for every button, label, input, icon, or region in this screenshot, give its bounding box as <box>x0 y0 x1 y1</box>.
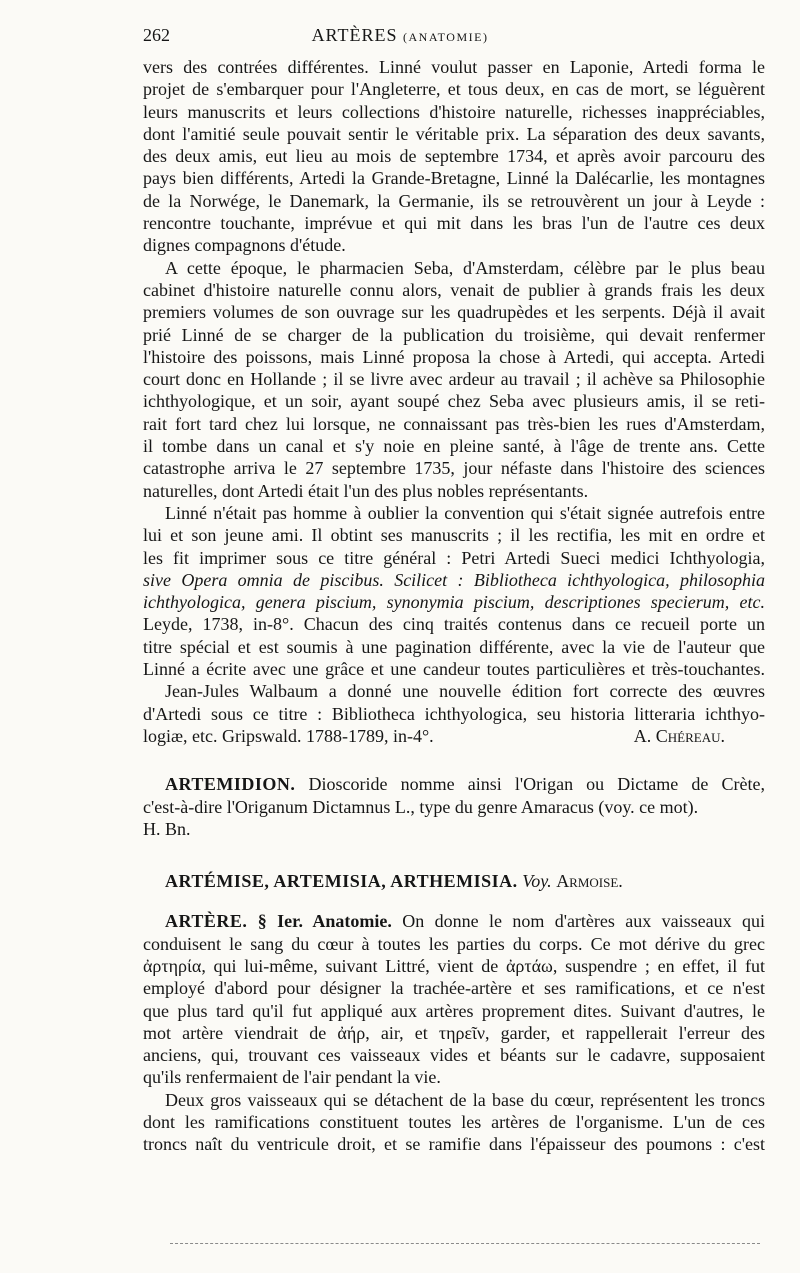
text-line: ichthyologica, genera piscium, synonymia piscium, descriptiones specierum, etc. <box>143 592 765 613</box>
text-line: mot artère viendrait de ἀήρ, air, et τηρεῖν, garder, et rappellerait l'erreur des <box>143 1022 765 1043</box>
text-line: anciens, qui, trouvant ces vaisseaux vides et béants sur le cadavre, supposaient <box>143 1045 765 1066</box>
text-line: dont les ramifications constituent toutes les artères de l'organisme. L'un de ces <box>143 1112 765 1133</box>
entry-headword: ARTEMIDION. <box>165 774 296 795</box>
text-line: rencontre touchante, imprévue et qui mit dans les bras l'un de l'autre ces deux <box>143 213 765 234</box>
author-signature: H. Bn. <box>143 818 191 839</box>
text-line: d'Artedi sous ce titre : Bibliotheca ichthyologica, seu historia litteraria ichthyo- <box>143 703 765 724</box>
text-line: c'est-à-dire l'Origanum Dictamnus L., type du genre Amaracus (voy. ce mot). <box>143 796 699 817</box>
artedi-paragraph-1 <box>143 56 765 257</box>
text-line: Linné n'était pas homme à oublier la convention qui s'était signée autrefois entre <box>165 502 765 523</box>
text-line: sive Opera omnia de piscibus. Scilicet : Bibliotheca ichthyologica, philosophia <box>143 569 765 590</box>
text-line: naturelles, dont Artedi était l'un des plus nobles représentants. <box>143 480 589 501</box>
text-line: prié Linné de se charger de la publication du troisième, qui devait renfermer <box>143 324 765 345</box>
text-line: troncs naît du ventricule droit, et se ramifie dans l'épaisseur des poumons : c'est <box>143 1134 765 1155</box>
artere-paragraph-2 <box>143 1089 765 1156</box>
text-line: qu'ils renfermaient de l'air pendant la vie. <box>143 1067 441 1088</box>
cross-reference-label: Voy. <box>522 871 552 892</box>
text-line <box>143 910 765 932</box>
text-line: Jean-Jules Walbaum a donné une nouvelle édition fort correcte des œuvres <box>165 681 765 702</box>
entry-artemidion <box>143 773 765 840</box>
text-line: court donc en Hollande ; il se livre avec ardeur au travail ; il achève sa Philosophie <box>143 369 765 390</box>
artedi-paragraph-2 <box>143 257 765 502</box>
text-line: premiers volumes de son ouvrage sur les quadrupèdes et les serpents. Déjà il avait <box>143 302 765 323</box>
text-line: les fit imprimer sous ce titre général : Petri Artedi Sueci medici Ichthyologia, <box>143 547 765 568</box>
text-line: lui et son jeune ami. Il obtint ses manuscrits ; il les rectifia, les mit en ordre et <box>143 525 765 546</box>
footer-divider <box>170 1243 760 1244</box>
text-line: Leyde, 1738, in-8°. Chacun des cinq traités contenus dans ce recueil porte un <box>143 614 765 635</box>
artedi-paragraph-4 <box>143 680 765 747</box>
text-line: Deux gros vaisseaux qui se détachent de la base du cœur, représentent les troncs <box>165 1089 765 1110</box>
text-line: ichthyologique, et un soir, ayant soupé chez Seba avec plusieurs amis, il se reti- <box>143 391 765 412</box>
text-line: que plus tard qu'il fut appliqué aux artères proprement dites. Suivant d'autres, le <box>143 1000 765 1021</box>
text-line: de la Norwége, le Danemark, la Germanie, ils se retrouvèrent un jour à Leyde : <box>143 190 765 211</box>
cross-reference-link[interactable]: Armoise. <box>556 871 623 892</box>
signature-row <box>143 725 765 747</box>
text-line: dont l'amitié seule pouvait sentir le véritable prix. La séparation des deux savants, <box>143 123 765 144</box>
text-line: projet de s'embarquer pour l'Angleterre, et tous deux, en cas de mort, se léguèrent <box>143 79 765 100</box>
text-line: A cette époque, le pharmacien Seba, d'Amsterdam, célèbre par le plus beau <box>165 257 765 278</box>
text-line: il tombe dans un canal et s'y noie en pleine santé, à l'âge de trente ans. Cette <box>143 436 765 457</box>
spacer <box>143 747 765 773</box>
text-line: Linné a écrite avec une grâce et une candeur toutes particulières et très-touchantes. <box>143 659 765 680</box>
running-header <box>0 25 800 51</box>
entry-artere <box>143 910 765 1088</box>
text-line: titre spécial et est soumis à une pagination différente, avec la vie de l'auteur que <box>143 636 765 657</box>
text-line: rait fort tard chez lui lorsque, ne connaissant pas très-bien les rues d'Amsterdam, <box>143 413 765 434</box>
text-line: cabinet d'histoire naturelle connu alors, venait de publier à grands frais les deux <box>143 279 765 300</box>
text-line: logiæ, etc. Gripswald. 1788-1789, in-4°. <box>143 725 434 746</box>
text-line: employé d'abord pour désigner la trachée-artère et ses ramifications, et ce n'est <box>143 978 765 999</box>
text-line: leurs manuscrits et leurs collections d'histoire naturelle, richesses inappréciables, <box>143 101 765 122</box>
entry-headword: ARTÈRE. <box>165 911 248 932</box>
spacer <box>143 840 765 870</box>
text-line: conduisent le sang du cœur à toutes les parties du corps. Ce mot dérive du grec <box>143 933 765 954</box>
text-line: ἀρτηρία, qui lui-même, suivant Littré, vient de ἀρτάω, suspendre ; en effet, il fut <box>143 955 765 976</box>
entry-text: On donne le nom d'artères aux vaisseaux qui <box>402 911 765 932</box>
entry-text: Dioscoride nomme ainsi l'Origan ou Dictame de Crète, <box>308 774 765 795</box>
running-title <box>0 25 800 46</box>
body-text <box>143 56 765 1156</box>
author-signature: A. Chéreau. <box>633 725 725 746</box>
text-line: l'histoire des poissons, mais Linné proposa la chose à Artedi, qui accepta. Artedi <box>143 346 765 367</box>
text-line: pays bien différents, Artedi la Grande-Bretagne, Linné la Dalécarlie, les montagnes <box>143 168 765 189</box>
running-title-subtitle: (ANATOMIE) <box>403 30 489 44</box>
section-heading: § Ier. Anatomie. <box>257 911 392 932</box>
text-line: dignes compagnons d'étude. <box>143 235 346 256</box>
text-line: des deux amis, eut lieu au mois de septembre 1734, et après avoir parcouru des <box>143 146 765 167</box>
page-number: 262 <box>143 25 170 45</box>
text-line <box>143 773 765 795</box>
entry-artemise <box>143 870 765 892</box>
running-title-main: ARTÈRES <box>311 25 398 45</box>
text-line: catastrophe arriva le 27 septembre 1735, jour néfaste dans l'histoire des sciences <box>143 458 765 479</box>
entry-headword: ARTÉMISE, ARTEMISIA, ARTHEMISIA. <box>165 871 518 892</box>
artedi-paragraph-3 <box>143 502 765 680</box>
text-line: vers des contrées différentes. Linné voulut passer en Laponie, Artedi forma le <box>143 57 765 77</box>
spacer <box>143 892 765 910</box>
